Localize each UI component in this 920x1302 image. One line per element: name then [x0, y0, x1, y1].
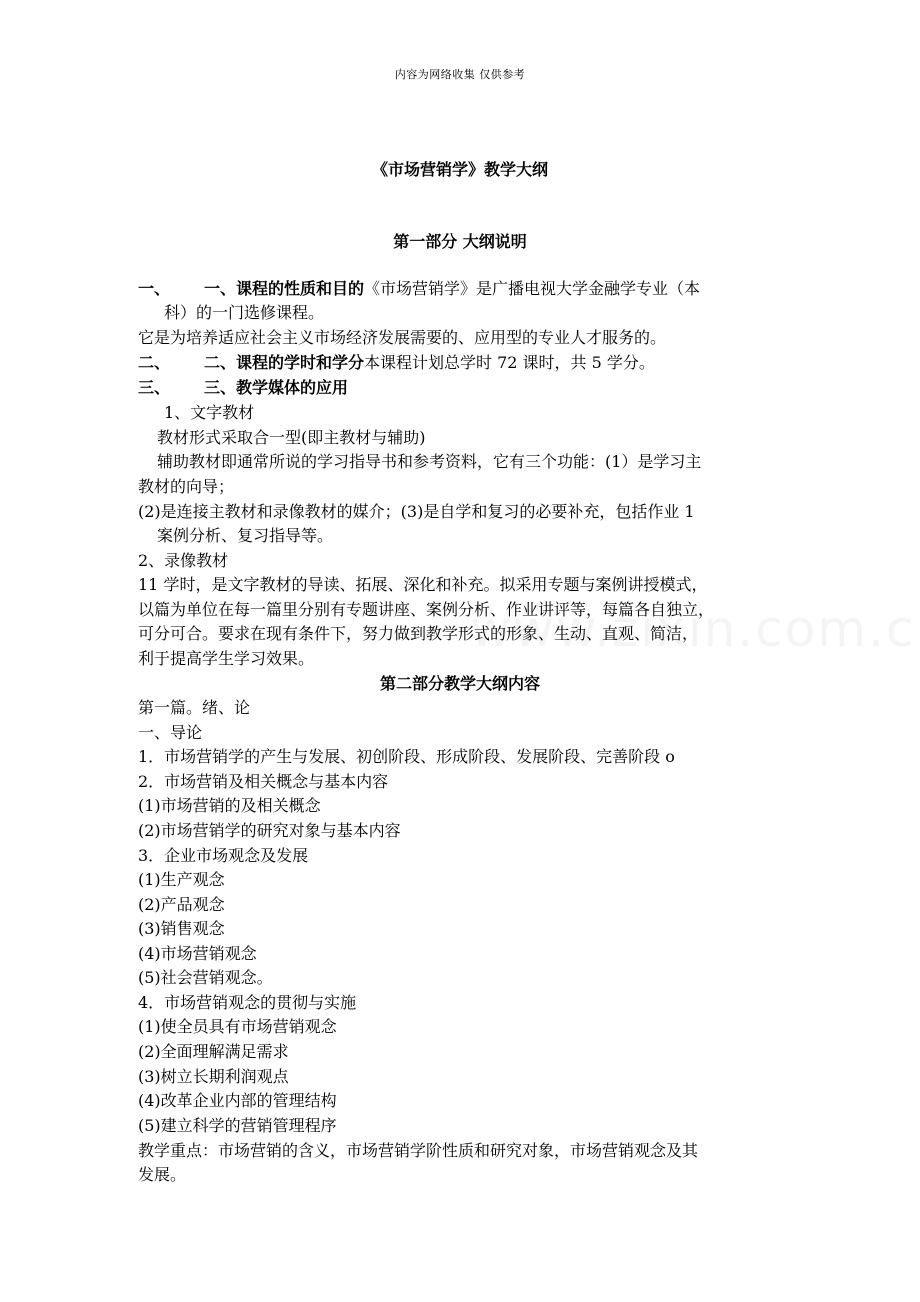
key-points-line2: 发展。 — [138, 1165, 187, 1184]
sec3-p4b: 以篇为单位在每一篇里分别有专题讲座、案例分析、作业讲评等，每篇各自独立， — [138, 600, 715, 619]
header-note: 内容为网络收集 仅供参考 — [394, 68, 526, 81]
sec3-sub2: 2、录像教材 — [138, 551, 229, 570]
document-title: 《市场营销学》教学大纲 — [371, 160, 548, 179]
sec3-p1: 教材形式采取合一型(即主教材与辅助) — [157, 428, 426, 447]
sec1-heading: 一、课程的性质和目的 — [204, 279, 365, 298]
list-item: (1)使全员具有市场营销观念 — [138, 1017, 337, 1036]
list-item: 一、导论 — [138, 723, 203, 742]
sec1-text1: 《市场营销学》是广播电视大学金融学专业（本 — [364, 279, 701, 298]
sec3-p4d: 利于提高学生学习效果。 — [138, 649, 315, 668]
sec2-line — [138, 353, 655, 373]
sec1-text3: 它是为培养适应社会主义市场经济发展需要的、应用型的专业人才服务的。 — [138, 328, 667, 347]
list-item: (5)建立科学的营销管理程序 — [138, 1116, 337, 1135]
key-points-line1: 教学重点：市场营销的含义，市场营销学阶性质和研究对象，市场营销观念及其 — [138, 1141, 699, 1160]
sec3-p2a: 辅助教材即通常所说的学习指导书和参考资料，它有三个功能：(1）是学习主 — [157, 452, 702, 471]
sec3-sub1: 1、文字教材 — [164, 403, 255, 422]
list-item: (3)销售观念 — [138, 919, 225, 938]
sec3-p3a: (2)是连接主教材和录像教材的媒介；(3)是自学和复习的必要补充，包括作业 1 — [138, 502, 695, 521]
list-item: 1．市场营销学的产生与发展、初创阶段、形成阶段、发展阶段、完善阶段 o — [138, 747, 675, 766]
sec3-p4a: 11 学时，是文字教材的导读、拓展、深化和补充。拟采用专题与案例讲授模式， — [138, 575, 708, 594]
sec2-heading: 二、课程的学时和学分 — [204, 353, 365, 372]
list-item: (2)产品观念 — [138, 895, 225, 914]
list-item: (4)改革企业内部的管理结构 — [138, 1091, 337, 1110]
sec3-p3b: 案例分析、复习指导等。 — [157, 526, 334, 545]
list-item: (3)树立长期利润观点 — [138, 1067, 289, 1086]
list-item: (1)生产观念 — [138, 870, 225, 889]
list-item: 第一篇。绪、论 — [138, 698, 251, 717]
list-item: (1)市场营销的及相关概念 — [138, 796, 321, 815]
list-item: (2)市场营销学的研究对象与基本内容 — [138, 821, 401, 840]
sec2-number: 二、 — [138, 353, 171, 372]
sec3-number: 三、 — [138, 378, 171, 397]
sec1-number: 一、 — [138, 279, 171, 298]
sec3-heading: 三、教学媒体的应用 — [204, 378, 349, 397]
sec3-p2b: 教材的向导； — [138, 477, 235, 496]
list-item: 2．市场营销及相关概念与基本内容 — [138, 772, 389, 791]
sec1-line1 — [138, 279, 700, 299]
list-item: (2)全面理解满足需求 — [138, 1042, 289, 1061]
sec2-text: 本课程计划总学时 72 课时，共 5 学分。 — [364, 353, 655, 372]
list-item: 3．企业市场观念及发展 — [138, 846, 309, 865]
part2-title: 第二部分教学大纲内容 — [379, 674, 540, 693]
list-item: (4)市场营销观念 — [138, 944, 257, 963]
sec3-p4c: 可分可合。要求在现有条件下，努力做到教学形式的形象、生动、直观、简洁， — [138, 624, 699, 643]
list-item: (5)社会营销观念。 — [138, 968, 273, 987]
part1-title: 第一部分 大纲说明 — [393, 232, 527, 251]
list-item: 4．市场营销观念的贯彻与实施 — [138, 993, 357, 1012]
sec1-text2: 科）的一门选修课程。 — [164, 303, 325, 322]
sec3-line — [138, 378, 348, 398]
